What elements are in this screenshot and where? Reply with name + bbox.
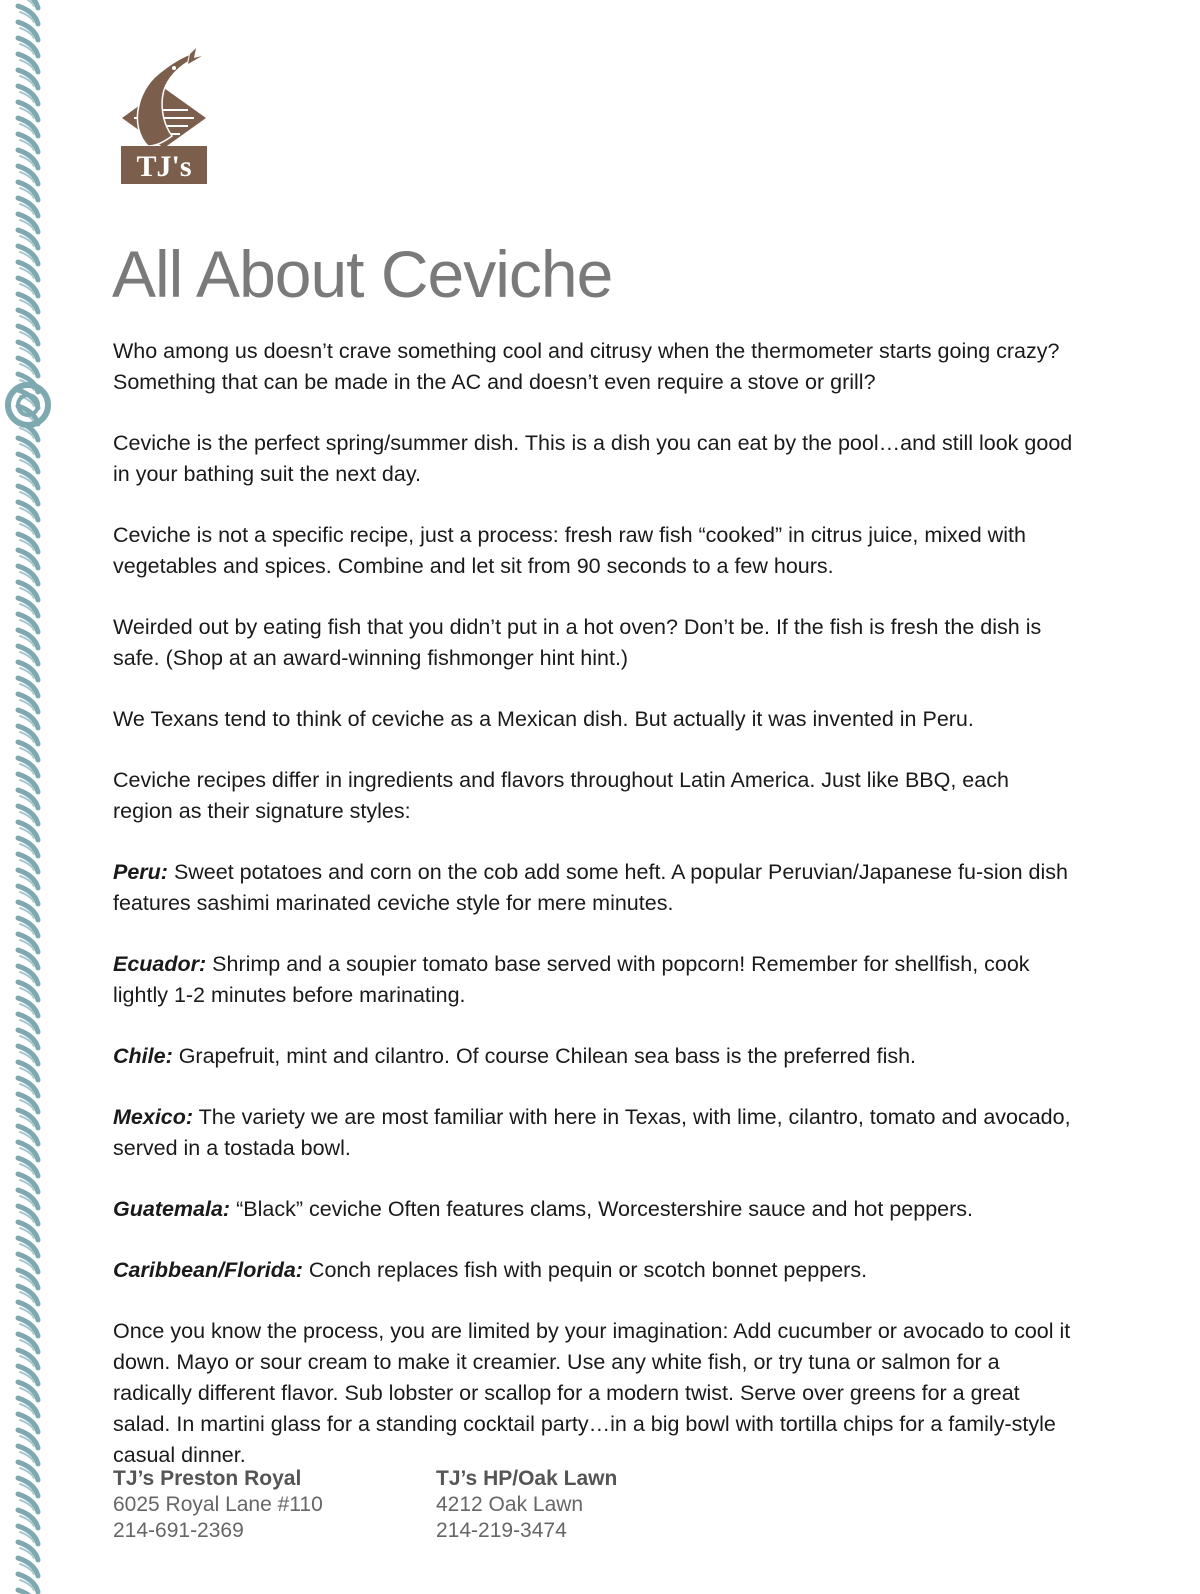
region-text: Sweet potatoes and corn on the cob add some heft. A popular Peruvian/Japanese fu-sion dish features sashimi marinated ceviche style for mere minutes. (113, 860, 1068, 915)
tjs-logo (118, 48, 210, 184)
rope-knot-icon (8, 385, 48, 425)
logo-text: TJ's (136, 150, 192, 183)
region-text: The variety we are most familiar with here in Texas, with lime, cilantro, tomato and avocado, served in a tostada bowl. (113, 1105, 1071, 1160)
page-title: All About Ceviche (112, 237, 613, 311)
region-text: “Black” ceviche Often features clams, Worcestershire sauce and hot peppers. (230, 1197, 973, 1221)
intro-paragraph: Ceviche recipes differ in ingredients and flavors throughout Latin America. Just like BBQ, each region as their signature styles: (113, 768, 1009, 823)
region-text: Conch replaces fish with pequin or scotch bonnet peppers. (302, 1258, 868, 1282)
region-name: Peru: (113, 860, 168, 884)
region-name: Mexico: (113, 1105, 194, 1129)
fish-icon (122, 48, 206, 148)
intro-paragraph: Ceviche is the perfect spring/summer dish. This is a dish you can eat by the pool…and still look good in your bathing suit the next day. (113, 431, 1073, 486)
article-body (113, 336, 1073, 1471)
region-text: Shrimp and a soupier tomato base served with popcorn! Remember for shellfish, cook lightly 1-2 minutes before marinating. (113, 952, 1030, 1007)
rope-border-icon (0, 0, 60, 1594)
intro-paragraph: We Texans tend to think of ceviche as a Mexican dish. But actually it was invented in Peru. (113, 707, 974, 731)
location-phone: 214-691-2369 (113, 1519, 244, 1542)
location-hp-oak-lawn (436, 1466, 617, 1544)
intro-paragraph: Weirded out by eating fish that you didn’t put in a hot oven? Don’t be. If the fish is fresh the dish is safe. (Shop at an award-winning fishmonger hint hint.) (113, 615, 1042, 670)
region-item (113, 1102, 1073, 1164)
region-item (113, 1194, 1073, 1225)
location-address: 6025 Royal Lane #110 (113, 1493, 323, 1516)
intro-paragraph: Ceviche is not a specific recipe, just a process: fresh raw fish “cooked” in citrus juice, mixed with vegetables and spices. Combine and let sit from 90 seconds to a few hours. (113, 523, 1026, 578)
location-address: 4212 Oak Lawn (436, 1493, 584, 1516)
region-name: Ecuador: (113, 952, 207, 976)
region-name: Guatemala: (113, 1197, 231, 1221)
location-preston-royal (113, 1466, 323, 1544)
closing-paragraph: Once you know the process, you are limited by your imagination: Add cucumber or avocado to cool it down. Mayo or sour cream to make it creamier. Use any white fish, or try tuna or salmon for a radically different flavor. Sub lobster or scallop for a modern twist. Serve over greens for a great salad. In martini glass for a standing cocktail party…in a big bowl with tortilla chips for a family-style casual dinner. (113, 1319, 1071, 1467)
region-item (113, 1041, 1073, 1072)
intro-paragraph: Who among us doesn’t crave something cool and citrusy when the thermometer starts going crazy? Something that can be made in the AC and doesn’t even require a stove or grill? (113, 339, 1060, 394)
location-name: TJ’s HP/Oak Lawn (436, 1467, 618, 1490)
location-name: TJ’s Preston Royal (113, 1467, 302, 1490)
location-phone: 214-219-3474 (436, 1519, 567, 1542)
region-item (113, 1255, 1073, 1286)
region-item (113, 857, 1073, 919)
region-text: Grapefruit, mint and cilantro. Of course Chilean sea bass is the preferred fish. (172, 1044, 917, 1068)
region-item (113, 949, 1073, 1011)
region-name: Chile: (113, 1044, 173, 1068)
region-name: Caribbean/Florida: (113, 1258, 303, 1282)
